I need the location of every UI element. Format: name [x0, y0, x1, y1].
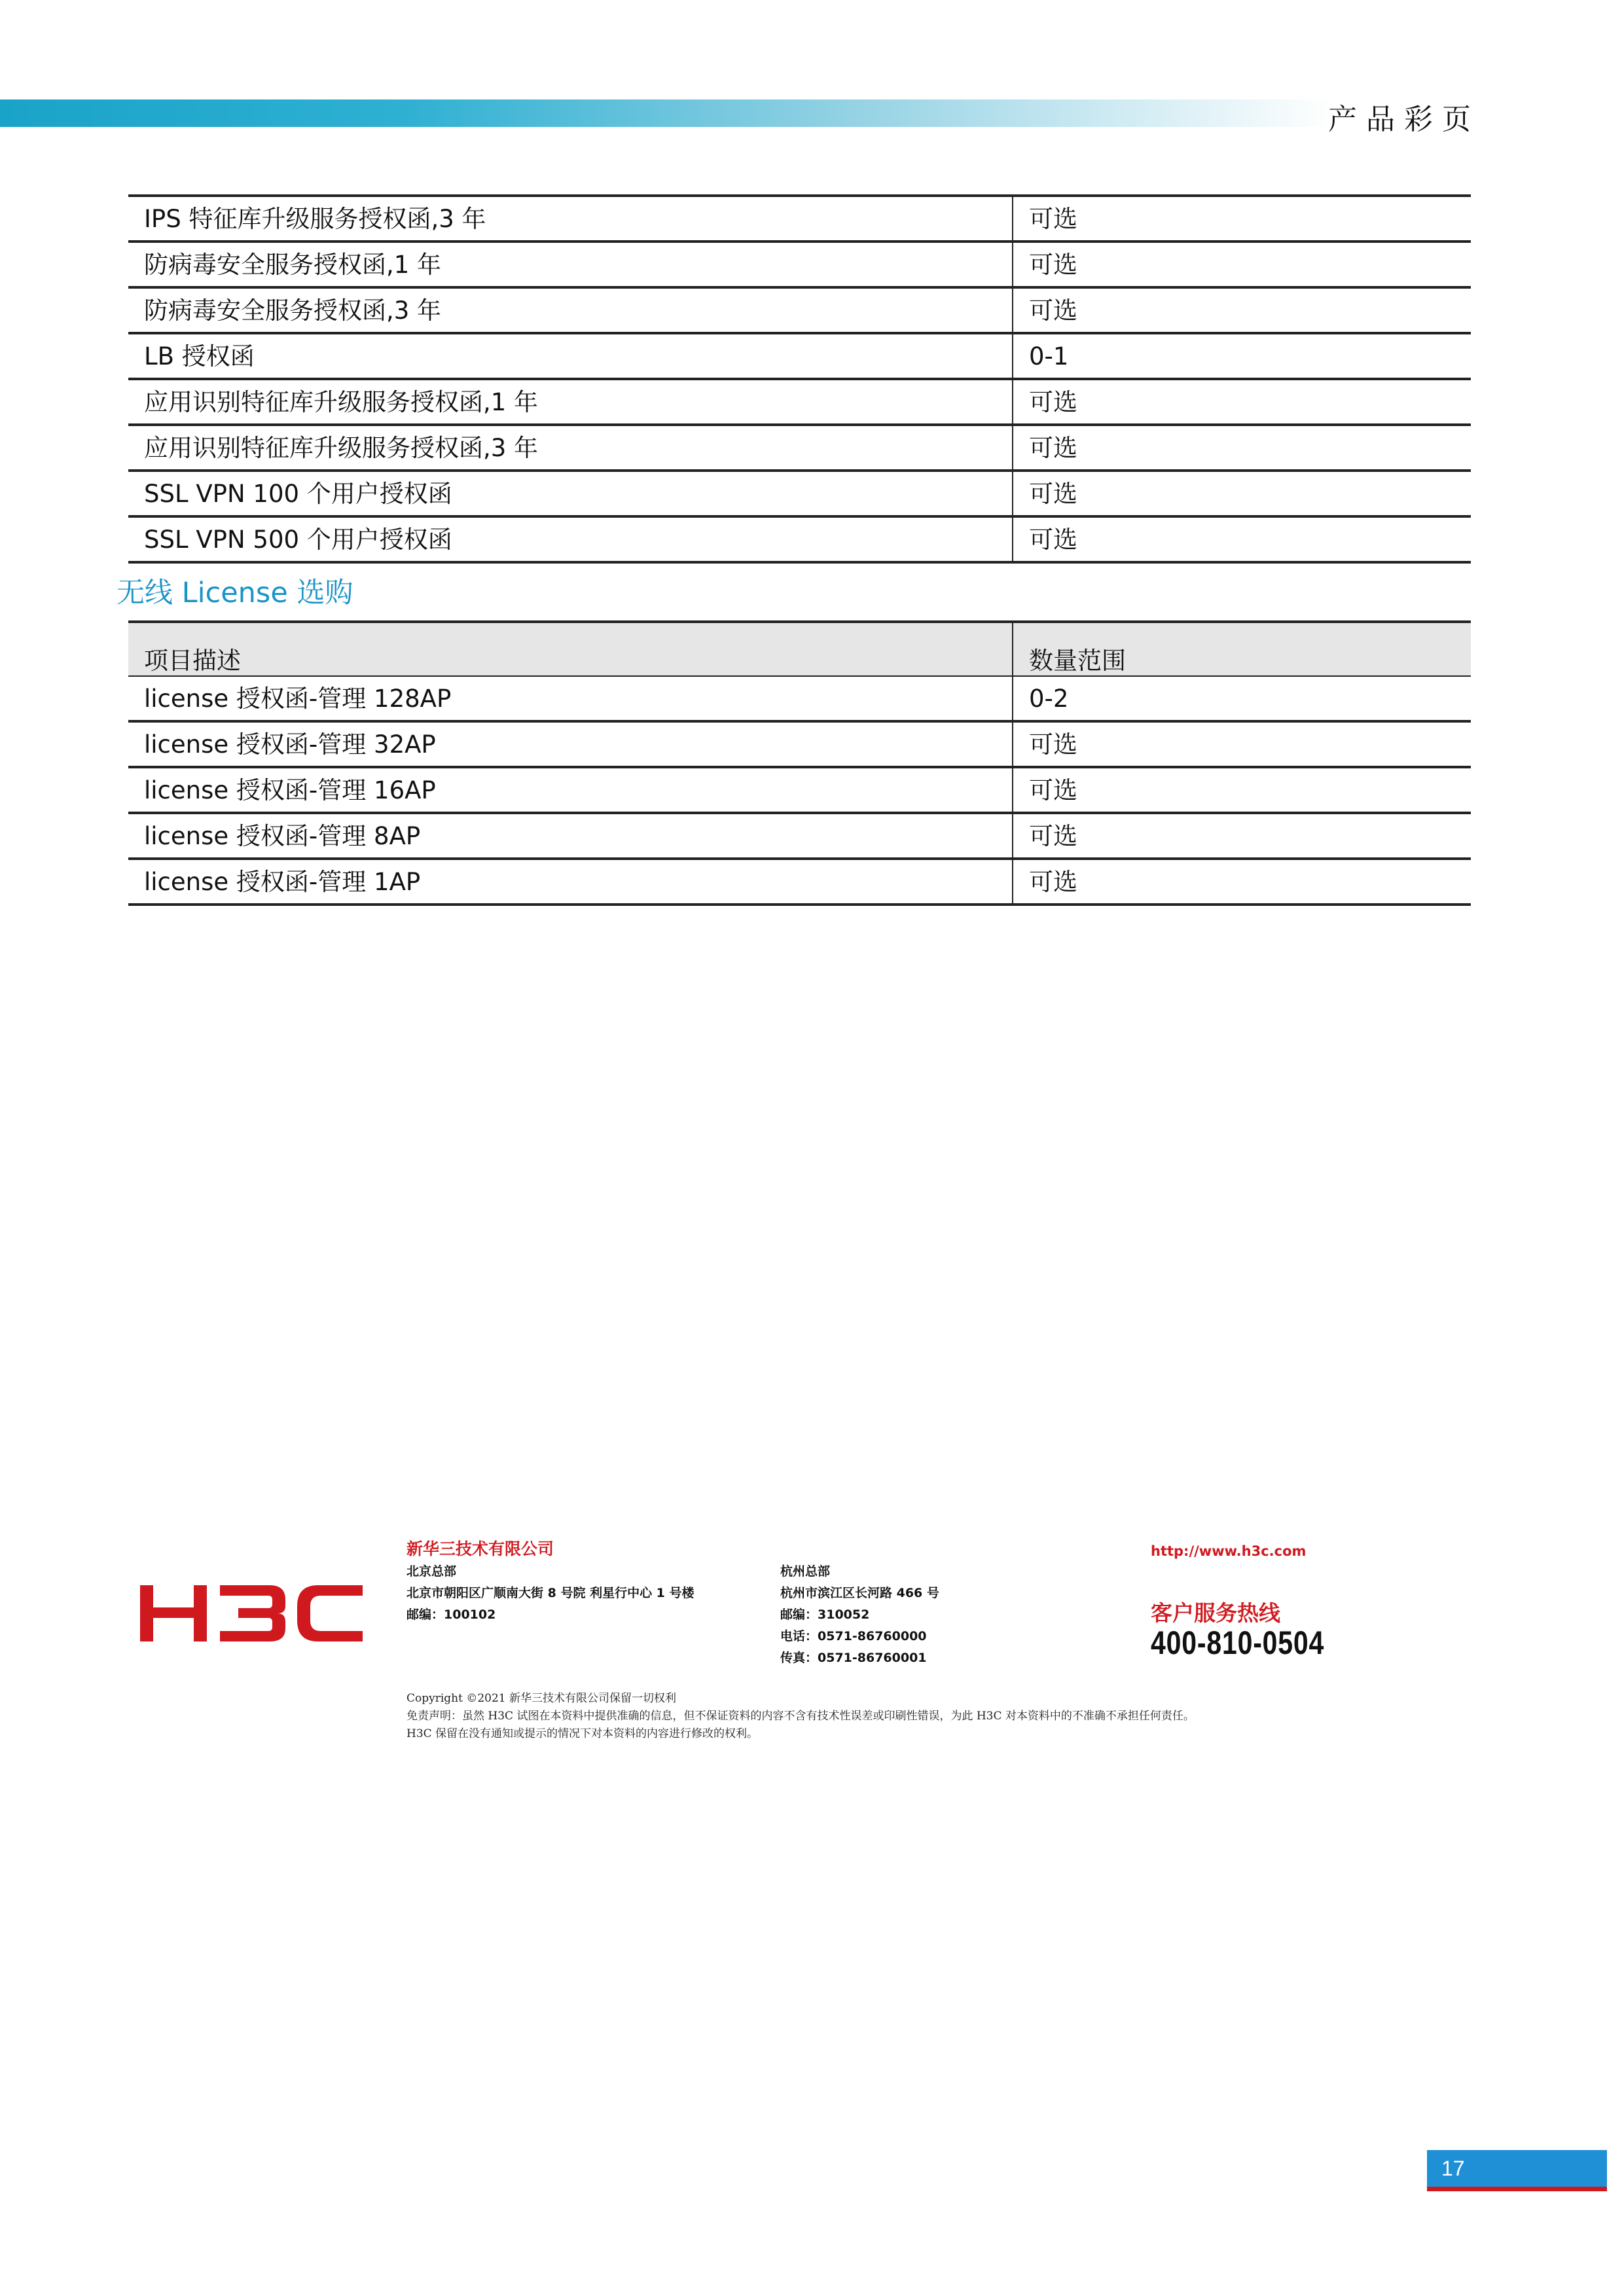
table-row [128, 676, 1471, 721]
row-item-description: LB 授权函 [128, 333, 1013, 379]
header-quantity-range: 数量范围 [1013, 622, 1471, 676]
hangzhou-address: 杭州市滨江区长河路 466 号 [780, 1586, 939, 1600]
row-item-description: IPS 特征库升级服务授权函,3 年 [128, 196, 1013, 242]
table-row [128, 516, 1471, 562]
copyright-text: Copyright ©2021 新华三技术有限公司保留一切权利 [406, 1692, 677, 1705]
row-quantity-value: 0-1 [1013, 333, 1471, 379]
beijing-address: 北京市朝阳区广顺南大街 8 号院 利星行中心 1 号楼 [406, 1586, 695, 1600]
row-quantity-value: 可选 [1013, 287, 1471, 333]
row-quantity-value: 可选 [1013, 859, 1471, 905]
row-quantity-value: 可选 [1013, 379, 1471, 425]
row-item-description: SSL VPN 500 个用户授权函 [128, 516, 1013, 562]
row-quantity-value: 可选 [1013, 242, 1471, 287]
row-item-description: 防病毒安全服务授权函,3 年 [128, 287, 1013, 333]
table-row [128, 242, 1471, 287]
table-row [128, 859, 1471, 905]
table-row [128, 425, 1471, 471]
hangzhou-phone: 电话：0571-86760000 [780, 1629, 927, 1643]
row-item-description: 应用识别特征库升级服务授权函,3 年 [128, 425, 1013, 471]
header-title: 产品彩页 [1328, 103, 1480, 136]
license-table [128, 194, 1471, 564]
row-quantity-value: 可选 [1013, 196, 1471, 242]
beijing-label: 北京总部 [406, 1564, 457, 1579]
table-row [128, 287, 1471, 333]
row-quantity-value: 可选 [1013, 813, 1471, 859]
modification-notice: H3C 保留在没有通知或提示的情况下对本资料的内容进行修改的权利。 [406, 1727, 759, 1740]
row-item-description: license 授权函-管理 16AP [128, 767, 1013, 813]
row-item-description: SSL VPN 100 个用户授权函 [128, 471, 1013, 516]
row-item-description: license 授权函-管理 32AP [128, 721, 1013, 767]
row-item-description: license 授权函-管理 8AP [128, 813, 1013, 859]
page-number: 17 [1427, 2150, 1607, 2191]
wireless-license-table [128, 620, 1471, 906]
row-quantity-value: 可选 [1013, 516, 1471, 562]
table-row [128, 333, 1471, 379]
row-item-description: 应用识别特征库升级服务授权函,1 年 [128, 379, 1013, 425]
row-item-description: license 授权函-管理 1AP [128, 859, 1013, 905]
h3c-logo [140, 1583, 363, 1644]
website-link[interactable]: http://www.h3c.com [1151, 1543, 1307, 1559]
disclaimer-text: 免责声明：虽然 H3C 试图在本资料中提供准确的信息，但不保证资料的内容不含有技术性误差或印刷性错误，为此 H3C 对本资料中的不准确不承担任何责任。 [406, 1710, 1195, 1723]
hotline-number: 400-810-0504 [1151, 1624, 1325, 1661]
row-quantity-value: 可选 [1013, 425, 1471, 471]
row-item-description: license 授权函-管理 128AP [128, 676, 1013, 721]
table-header-row [128, 622, 1471, 676]
table-row [128, 767, 1471, 813]
legal-notice [406, 1690, 1195, 1743]
beijing-postcode: 邮编：100102 [406, 1607, 496, 1622]
header-band [0, 99, 1335, 127]
header-item-description: 项目描述 [128, 622, 1013, 676]
table-row [128, 471, 1471, 516]
company-name: 新华三技术有限公司 [406, 1539, 554, 1558]
row-item-description: 防病毒安全服务授权函,1 年 [128, 242, 1013, 287]
hotline-label: 客户服务热线 [1151, 1600, 1280, 1626]
table-row [128, 813, 1471, 859]
hangzhou-postcode: 邮编：310052 [780, 1607, 870, 1622]
hangzhou-fax: 传真：0571-86760001 [780, 1651, 927, 1665]
hangzhou-label: 杭州总部 [780, 1564, 831, 1579]
section-title-wireless: 无线 License 选购 [117, 577, 353, 609]
row-quantity-value: 0-2 [1013, 676, 1471, 721]
beijing-hq [406, 1561, 695, 1626]
row-quantity-value: 可选 [1013, 767, 1471, 813]
hangzhou-hq [780, 1561, 939, 1669]
row-quantity-value: 可选 [1013, 471, 1471, 516]
table-row [128, 721, 1471, 767]
table-row [128, 379, 1471, 425]
table-row [128, 196, 1471, 242]
row-quantity-value: 可选 [1013, 721, 1471, 767]
